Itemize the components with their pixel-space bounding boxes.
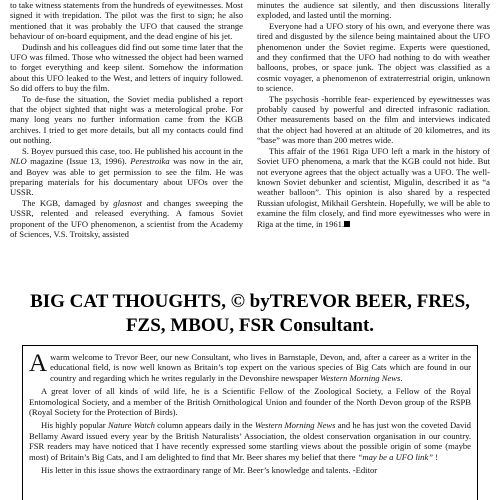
emphasis-term: Perestroika: [130, 156, 170, 167]
magazine-name: NLO: [10, 156, 27, 167]
paragraph: [10, 146, 243, 198]
paragraph: Dudinsh and his colleagues did find out some time later that the UFO was filmed. Those who witnessed the object had been warned to forget everything and keep silent. Somehow the information about this UFO leaked to the West, and letters of inquiry followed. So did offers to buy the film.: [10, 41, 243, 94]
text-run: and changes sweeping the USSR, relented and released everything. A famous Soviet proponent of the UFO phenomenon, a scientist from the Academy of Sciences, V.S. Troitsky, assisted: [10, 197, 243, 239]
intro-paragraph: His letter in this issue shows the extraordinary range of Mr. Beer’s knowledge and talents. -Editor: [41, 465, 378, 476]
text-run: S. Boyev pursued this case, too. He published his account in the: [22, 145, 243, 156]
text-run: warm welcome to Trevor Beer, our new Consultant, who lives in Barnstaple, Devon, and, after a career as a writer in the educational field, is now well known as Britain’s top expert on the various species of Big Cats which are found in our country and regarding which he writes regularly in the Devonshire newspaper: [50, 352, 471, 383]
text-run: was now in the air, and Boyev was able to get permission to see the film. He was preparing materials for his documentary about UFOs over the USSR.: [10, 156, 243, 198]
newspaper-name: Western Morning News: [319, 372, 401, 383]
column-name: Nature Watch: [107, 420, 155, 431]
quote: “may be a UFO link”: [357, 451, 434, 462]
intro-paragraph: A great lover of all kinds of wild life, he is a Scientific Fellow of the Zoological Society, a Fellow of the Royal Entomological Society, and a member of the British Ornithological Union and founder of the North Devon group of the RSPB (Royal Society for the Protection of Birds).: [29, 386, 471, 418]
paragraph: Everyone had a UFO story of his own, and everyone there was tired and disgusted by the silence being maintained about the UFO phenomenon under the Soviet regime. Experts were questioned, and they confirmed that the UFO had nothing to do with weather balloons, probes, or space junk. The object was classified as a cosmic voyager, a phenomenon of extraterrestrial origin, unknown to science.: [257, 20, 490, 94]
end-of-article-mark: [344, 221, 350, 227]
paragraph: [10, 198, 243, 240]
headline-line-2: FZS, MBOU, FSR Consultant.: [125, 315, 375, 336]
left-column: [10, 0, 243, 248]
text-run: and he has just won the coveted David Bellamy Award issued every year by the British Naturalists’ Association, the oldest conservation organisation in our country. FSR readers may have noticed that I have recently expressed some startling views about the possible origin of some (maybe most) of Britain’s Big Cats, and I am delighted to find that Mr. Beer shares my belief that there: [29, 420, 471, 462]
text-run: .: [400, 372, 403, 383]
editor-intro-box: [22, 345, 478, 500]
text-run: The KGB, damaged by: [22, 197, 114, 208]
text-run: column appears daily in the: [154, 420, 255, 431]
drop-cap: A: [29, 350, 48, 377]
newspaper-name: Western Morning News: [254, 420, 336, 431]
headline-line-1: BIG CAT THOUGHTS, © byTREVOR BEER, FRES,: [30, 291, 470, 312]
article-headline: [0, 290, 500, 338]
paragraph: To de-fuse the situation, the Soviet media published a report that the object sighted that night was a meterological probe. For many long years no further information came from the KGB archives. I tried to get more details, but all my contacts could find out nothing.: [10, 93, 243, 146]
right-column: [257, 0, 490, 248]
emphasis-term: glasnost: [113, 197, 142, 208]
text-run: This affair of the 1961 Riga UFO left a mark in the history of Soviet UFO phenomena, a mark that the KGB could not hide. But not everyone agrees that the object actually was a UFO. The well-known Soviet debunker and scientist, Migulin, described it as “a weather balloon”. This opinion is also shared by a respected Russian ufologist, Mikhail Gershtein. Hopefully, we will be able to examine the film closely, and find more eyewitnesses who were in Riga at the time, in 1961.: [257, 145, 490, 229]
text-run: His highly popular: [41, 420, 108, 431]
paragraph: The psychosis -horrible fear- experienced by eyewitnesses was probably caused by powerful and directed infrasonic radiation. Other measurements based on the film and interviews indicated that the object had hovered at an altitude of 20 kilometres, and its “base” was more than 200 metres wide.: [257, 93, 490, 146]
intro-paragraph: [29, 352, 471, 383]
article-columns: [10, 0, 490, 248]
text-run: magazine (Issue 13, 1996).: [26, 156, 131, 167]
paragraph: [257, 146, 490, 229]
paragraph: to take witness statements from the hundreds of eyewitnesses. Most signed it with trepidation. The pilot was the first to sign; he also mentioned that it was probably the UFO that caused the strange behaviour of on-board equipment, and the dead engine of his jet.: [10, 0, 243, 42]
intro-paragraph: [29, 420, 471, 462]
paragraph: minutes the audience sat silently, and then discussions literally exploded, and lasted until the morning.: [257, 0, 490, 21]
text-run: !: [433, 451, 439, 462]
